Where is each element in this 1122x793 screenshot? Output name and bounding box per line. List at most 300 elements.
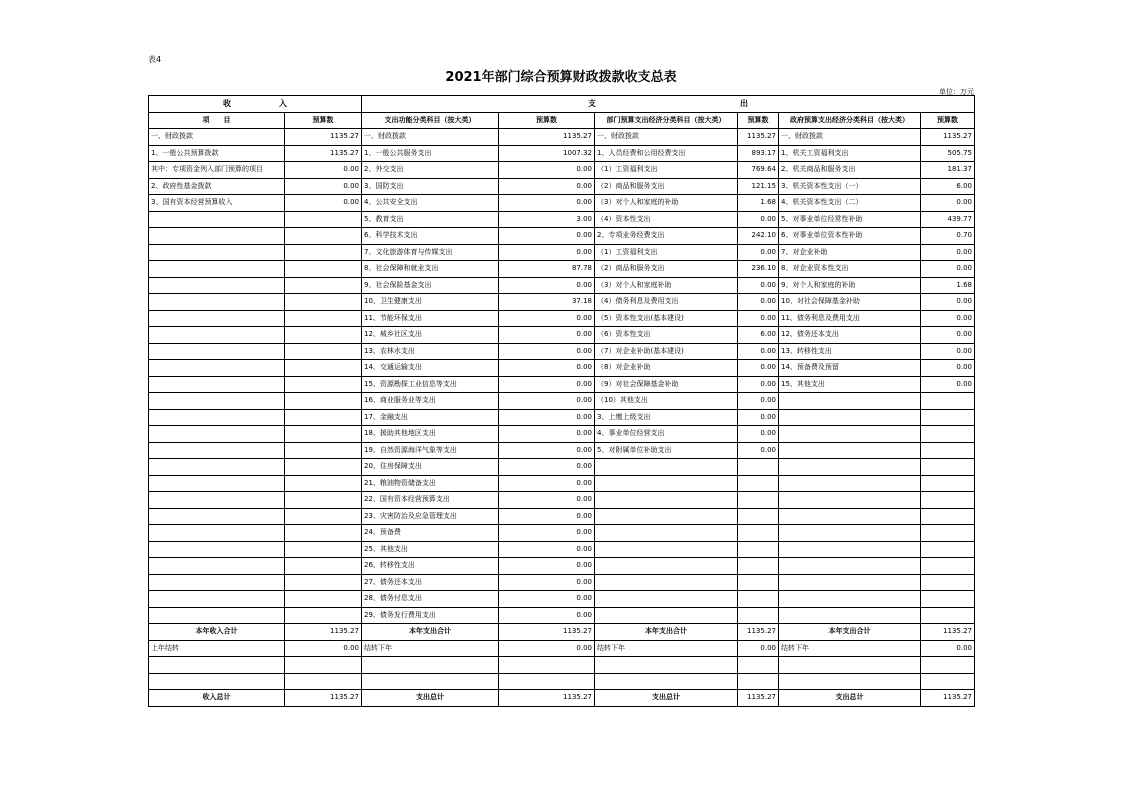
item-cell: 2、专项业务经费支出 xyxy=(595,228,738,245)
item-cell: 13、转移性支出 xyxy=(779,343,921,360)
amount-cell: 0.00 xyxy=(499,228,595,245)
table-row xyxy=(149,409,975,426)
item-cell: 1、机关工资福利支出 xyxy=(779,145,921,162)
item-cell: 一、财政拨款 xyxy=(362,129,499,146)
item-cell xyxy=(149,277,285,294)
amount-cell: 0.00 xyxy=(499,343,595,360)
amount-cell xyxy=(921,525,975,542)
table-row xyxy=(149,195,975,212)
table-row xyxy=(149,178,975,195)
amount-cell xyxy=(285,426,362,443)
amount-cell: 769.64 xyxy=(738,162,779,179)
income-group-header: 收 入 xyxy=(149,96,362,113)
item-cell: 14、预备费及预留 xyxy=(779,360,921,377)
amount-cell: 0.00 xyxy=(499,327,595,344)
item-cell: （8）对企业补助 xyxy=(595,360,738,377)
empty-cell xyxy=(595,657,738,674)
budget-table xyxy=(148,95,975,707)
amount-cell: 0.00 xyxy=(738,376,779,393)
table-row xyxy=(149,327,975,344)
item-cell: 3、国防支出 xyxy=(362,178,499,195)
empty-cell xyxy=(738,657,779,674)
amount-cell xyxy=(738,525,779,542)
amount-cell: 0.00 xyxy=(499,409,595,426)
amount-cell: 87.78 xyxy=(499,261,595,278)
item-cell: （9）对社会保障基金补助 xyxy=(595,376,738,393)
amount-cell: 893.17 xyxy=(738,145,779,162)
amount-cell: 0.00 xyxy=(738,211,779,228)
amount-cell xyxy=(285,607,362,624)
amount-cell: 0.00 xyxy=(499,492,595,509)
table-row xyxy=(149,294,975,311)
amount-cell: 439.77 xyxy=(921,211,975,228)
amount-cell: 0.00 xyxy=(499,459,595,476)
table-row xyxy=(149,541,975,558)
amount-cell xyxy=(921,558,975,575)
table-row xyxy=(149,211,975,228)
carryover-amount-cell: 0.00 xyxy=(499,640,595,657)
table-row xyxy=(149,591,975,608)
amount-cell xyxy=(738,607,779,624)
item-cell xyxy=(595,508,738,525)
empty-cell xyxy=(499,657,595,674)
grand-total-row xyxy=(149,690,975,707)
total-amount-cell: 1135.27 xyxy=(499,624,595,641)
grand-total-label-cell: 支出总计 xyxy=(779,690,921,707)
item-cell: 15、资源勘探工业信息等支出 xyxy=(362,376,499,393)
column-header-item: 支出功能分类科目（按大类） xyxy=(362,112,499,129)
carryover-amount-cell: 0.00 xyxy=(921,640,975,657)
carryover-label-cell: 结转下年 xyxy=(595,640,738,657)
amount-cell xyxy=(285,277,362,294)
item-cell xyxy=(779,492,921,509)
amount-cell xyxy=(285,508,362,525)
amount-cell: 0.00 xyxy=(499,277,595,294)
item-cell xyxy=(149,360,285,377)
item-cell xyxy=(779,591,921,608)
item-cell xyxy=(779,541,921,558)
unit-label: 单位：万元 xyxy=(939,88,974,96)
amount-cell: 0.00 xyxy=(921,261,975,278)
item-cell xyxy=(149,211,285,228)
table-row xyxy=(149,277,975,294)
amount-cell: 6.00 xyxy=(921,178,975,195)
table-row xyxy=(149,343,975,360)
column-header-amount: 预算数 xyxy=(738,112,779,129)
item-cell xyxy=(149,541,285,558)
item-cell: 5、对附属单位补助支出 xyxy=(595,442,738,459)
item-cell: 10、对社会保障基金补助 xyxy=(779,294,921,311)
amount-cell xyxy=(285,211,362,228)
grand-total-label-cell: 支出总计 xyxy=(595,690,738,707)
amount-cell xyxy=(921,409,975,426)
amount-cell: 0.00 xyxy=(285,195,362,212)
item-cell: 15、其他支出 xyxy=(779,376,921,393)
table-row xyxy=(149,129,975,146)
item-cell: 5、对事业单位经常性补助 xyxy=(779,211,921,228)
amount-cell: 0.00 xyxy=(499,574,595,591)
table-row xyxy=(149,508,975,525)
column-header-item: 部门预算支出经济分类科目（按大类） xyxy=(595,112,738,129)
total-amount-cell: 1135.27 xyxy=(285,624,362,641)
grand-total-amount-cell: 1135.27 xyxy=(285,690,362,707)
item-cell: 11、节能环保支出 xyxy=(362,310,499,327)
table-row xyxy=(149,228,975,245)
item-cell: 1、一般公共预算拨款 xyxy=(149,145,285,162)
amount-cell: 0.00 xyxy=(499,475,595,492)
empty-cell xyxy=(779,673,921,690)
item-cell xyxy=(149,426,285,443)
item-cell: 12、城乡社区支出 xyxy=(362,327,499,344)
grand-total-amount-cell: 1135.27 xyxy=(738,690,779,707)
amount-cell xyxy=(285,492,362,509)
amount-cell: 0.00 xyxy=(738,294,779,311)
empty-cell xyxy=(921,657,975,674)
item-cell xyxy=(149,558,285,575)
item-cell: 24、预备费 xyxy=(362,525,499,542)
amount-cell: 0.00 xyxy=(499,591,595,608)
item-cell: （6）资本性支出 xyxy=(595,327,738,344)
item-cell: 16、商业服务业等支出 xyxy=(362,393,499,410)
amount-cell xyxy=(921,442,975,459)
item-cell xyxy=(779,508,921,525)
item-cell: 13、农林水支出 xyxy=(362,343,499,360)
amount-cell xyxy=(921,459,975,476)
amount-cell: 0.00 xyxy=(921,294,975,311)
item-cell: （7）对企业补助(基本建设) xyxy=(595,343,738,360)
amount-cell xyxy=(285,360,362,377)
item-cell: 其中：专项资金列入部门预算的项目 xyxy=(149,162,285,179)
amount-cell: 0.00 xyxy=(499,178,595,195)
amount-cell: 0.00 xyxy=(921,195,975,212)
amount-cell: 0.00 xyxy=(921,376,975,393)
table-row xyxy=(149,145,975,162)
table-row xyxy=(149,459,975,476)
item-cell: 2、外交支出 xyxy=(362,162,499,179)
item-cell: 一、财政拨款 xyxy=(149,129,285,146)
empty-cell xyxy=(149,657,285,674)
grand-total-amount-cell: 1135.27 xyxy=(499,690,595,707)
table-row xyxy=(149,360,975,377)
amount-cell: 0.00 xyxy=(499,393,595,410)
item-cell xyxy=(149,393,285,410)
amount-cell: 1.68 xyxy=(921,277,975,294)
amount-cell: 0.00 xyxy=(921,360,975,377)
amount-cell: 0.00 xyxy=(738,426,779,443)
amount-cell: 0.00 xyxy=(921,244,975,261)
item-cell: （3）对个人和家庭补助 xyxy=(595,277,738,294)
amount-cell xyxy=(285,310,362,327)
carryover-label-cell: 结转下年 xyxy=(362,640,499,657)
amount-cell: 6.00 xyxy=(738,327,779,344)
total-amount-cell: 1135.27 xyxy=(921,624,975,641)
item-cell: 7、对企业补助 xyxy=(779,244,921,261)
amount-cell: 1135.27 xyxy=(499,129,595,146)
amount-cell xyxy=(285,327,362,344)
item-cell: 20、住房保障支出 xyxy=(362,459,499,476)
item-cell: 21、粮油物资储备支出 xyxy=(362,475,499,492)
table-row xyxy=(149,558,975,575)
empty-cell xyxy=(285,673,362,690)
item-cell: 2、政府性基金拨款 xyxy=(149,178,285,195)
amount-cell xyxy=(738,475,779,492)
item-cell xyxy=(595,574,738,591)
item-cell xyxy=(149,508,285,525)
item-cell xyxy=(595,541,738,558)
amount-cell: 0.00 xyxy=(499,607,595,624)
amount-cell: 37.18 xyxy=(499,294,595,311)
amount-cell xyxy=(285,409,362,426)
item-cell: 一、财政拨款 xyxy=(595,129,738,146)
item-cell: 4、公共安全支出 xyxy=(362,195,499,212)
item-cell xyxy=(779,459,921,476)
item-cell: （10）其他支出 xyxy=(595,393,738,410)
total-label-cell: 本年支出合计 xyxy=(362,624,499,641)
item-cell xyxy=(149,442,285,459)
table-row xyxy=(149,492,975,509)
amount-cell: 0.00 xyxy=(738,393,779,410)
amount-cell xyxy=(285,294,362,311)
amount-cell: 1135.27 xyxy=(921,129,975,146)
item-cell: 4、机关资本性支出（二） xyxy=(779,195,921,212)
empty-cell xyxy=(779,657,921,674)
amount-cell xyxy=(285,541,362,558)
amount-cell: 0.00 xyxy=(921,343,975,360)
item-cell xyxy=(149,244,285,261)
item-cell: （4）资本性支出 xyxy=(595,211,738,228)
item-cell: 2、机关商品和服务支出 xyxy=(779,162,921,179)
item-cell xyxy=(149,294,285,311)
amount-cell: 121.15 xyxy=(738,178,779,195)
group-header-row xyxy=(149,96,975,113)
item-cell: 11、债务利息及费用支出 xyxy=(779,310,921,327)
item-cell: 8、对企业资本性支出 xyxy=(779,261,921,278)
table-row xyxy=(149,162,975,179)
empty-cell xyxy=(362,657,499,674)
total-label-cell: 本年收入合计 xyxy=(149,624,285,641)
amount-cell xyxy=(285,244,362,261)
amount-cell xyxy=(285,591,362,608)
item-cell: 27、债务还本支出 xyxy=(362,574,499,591)
table-row xyxy=(149,376,975,393)
item-cell xyxy=(149,343,285,360)
empty-cell xyxy=(362,673,499,690)
column-header-item: 项 目 xyxy=(149,112,285,129)
amount-cell xyxy=(285,393,362,410)
carryover-amount-cell: 0.00 xyxy=(285,640,362,657)
item-cell xyxy=(149,492,285,509)
item-cell: 12、债务还本支出 xyxy=(779,327,921,344)
item-cell: 9、社会保险基金支出 xyxy=(362,277,499,294)
column-header-row xyxy=(149,112,975,129)
amount-cell xyxy=(738,574,779,591)
amount-cell: 0.00 xyxy=(921,310,975,327)
item-cell xyxy=(149,310,285,327)
amount-cell: 0.00 xyxy=(921,327,975,344)
item-cell: 26、转移性支出 xyxy=(362,558,499,575)
expense-group-header: 支 出 xyxy=(362,96,975,113)
amount-cell: 3.00 xyxy=(499,211,595,228)
item-cell: （5）资本性支出(基本建设) xyxy=(595,310,738,327)
amount-cell: 505.75 xyxy=(921,145,975,162)
amount-cell xyxy=(738,508,779,525)
amount-cell: 0.00 xyxy=(499,525,595,542)
amount-cell xyxy=(285,525,362,542)
item-cell xyxy=(595,591,738,608)
item-cell: 28、债务付息支出 xyxy=(362,591,499,608)
amount-cell: 0.00 xyxy=(285,178,362,195)
item-cell xyxy=(779,558,921,575)
item-cell: 29、债务发行费用支出 xyxy=(362,607,499,624)
amount-cell: 0.00 xyxy=(499,310,595,327)
item-cell: 23、灾害防治及应急管理支出 xyxy=(362,508,499,525)
grand-total-label-cell: 收入总计 xyxy=(149,690,285,707)
amount-cell: 181.37 xyxy=(921,162,975,179)
amount-cell xyxy=(921,541,975,558)
item-cell: 1、人员经费和公用经费支出 xyxy=(595,145,738,162)
item-cell xyxy=(149,607,285,624)
amount-cell: 0.00 xyxy=(738,409,779,426)
item-cell xyxy=(595,475,738,492)
amount-cell: 0.00 xyxy=(738,360,779,377)
table-row xyxy=(149,310,975,327)
table-row xyxy=(149,475,975,492)
item-cell xyxy=(149,591,285,608)
amount-cell xyxy=(738,492,779,509)
item-cell: 9、对个人和家庭的补助 xyxy=(779,277,921,294)
amount-cell: 0.00 xyxy=(738,310,779,327)
item-cell xyxy=(595,607,738,624)
item-cell xyxy=(149,409,285,426)
amount-cell: 1135.27 xyxy=(738,129,779,146)
item-cell: 17、金融支出 xyxy=(362,409,499,426)
carryover-label-cell: 结转下年 xyxy=(779,640,921,657)
item-cell: （1）工资福利支出 xyxy=(595,162,738,179)
item-cell xyxy=(149,261,285,278)
amount-cell: 0.00 xyxy=(499,442,595,459)
column-header-amount: 预算数 xyxy=(499,112,595,129)
empty-cell xyxy=(738,673,779,690)
amount-cell: 0.00 xyxy=(499,508,595,525)
total-label-cell: 本年支出合计 xyxy=(595,624,738,641)
item-cell xyxy=(779,426,921,443)
amount-cell xyxy=(285,558,362,575)
carryover-label-cell: 上年结转 xyxy=(149,640,285,657)
amount-cell: 0.00 xyxy=(499,162,595,179)
table-body xyxy=(149,96,975,707)
item-cell: 10、卫生健康支出 xyxy=(362,294,499,311)
item-cell xyxy=(149,525,285,542)
column-header-amount: 预算数 xyxy=(285,112,362,129)
item-cell: 7、文化旅游体育与传媒支出 xyxy=(362,244,499,261)
amount-cell: 0.00 xyxy=(738,343,779,360)
item-cell xyxy=(149,228,285,245)
amount-cell: 1135.27 xyxy=(285,145,362,162)
amount-cell: 0.00 xyxy=(499,558,595,575)
item-cell: 8、社会保障和就业支出 xyxy=(362,261,499,278)
blank-row xyxy=(149,657,975,674)
amount-cell xyxy=(285,442,362,459)
item-cell: （3）对个人和家庭的补助 xyxy=(595,195,738,212)
item-cell: （2）商品和服务支出 xyxy=(595,178,738,195)
empty-cell xyxy=(285,657,362,674)
carryover-amount-cell: 0.00 xyxy=(738,640,779,657)
amount-cell: 0.00 xyxy=(499,195,595,212)
table-row xyxy=(149,244,975,261)
amount-cell: 0.70 xyxy=(921,228,975,245)
item-cell xyxy=(595,459,738,476)
item-cell: 5、教育支出 xyxy=(362,211,499,228)
item-cell: 一、财政拨款 xyxy=(779,129,921,146)
item-cell xyxy=(779,574,921,591)
amount-cell xyxy=(285,574,362,591)
grand-total-label-cell: 支出总计 xyxy=(362,690,499,707)
amount-cell: 242.10 xyxy=(738,228,779,245)
amount-cell: 0.00 xyxy=(499,541,595,558)
amount-cell xyxy=(285,261,362,278)
amount-cell: 236.10 xyxy=(738,261,779,278)
amount-cell xyxy=(738,591,779,608)
item-cell: （1）工资福利支出 xyxy=(595,244,738,261)
blank-row xyxy=(149,673,975,690)
item-cell xyxy=(149,475,285,492)
item-cell xyxy=(149,327,285,344)
amount-cell: 0.00 xyxy=(499,426,595,443)
total-label-cell: 本年支出合计 xyxy=(779,624,921,641)
column-header-amount: 预算数 xyxy=(921,112,975,129)
empty-cell xyxy=(921,673,975,690)
item-cell: 3、上缴上级支出 xyxy=(595,409,738,426)
amount-cell: 0.00 xyxy=(738,277,779,294)
item-cell xyxy=(779,393,921,410)
item-cell: 1、一般公共服务支出 xyxy=(362,145,499,162)
amount-cell xyxy=(921,508,975,525)
amount-cell xyxy=(921,475,975,492)
amount-cell xyxy=(285,343,362,360)
amount-cell: 0.00 xyxy=(738,244,779,261)
table-row xyxy=(149,525,975,542)
item-cell: 6、科学技术支出 xyxy=(362,228,499,245)
amount-cell: 1007.32 xyxy=(499,145,595,162)
item-cell: 3、机关资本性支出（一） xyxy=(779,178,921,195)
page-title: 2021年部门综合预算财政拨款收支总表 xyxy=(445,70,677,85)
column-header-item: 政府预算支出经济分类科目（按大类） xyxy=(779,112,921,129)
amount-cell: 0.00 xyxy=(285,162,362,179)
item-cell: 25、其他支出 xyxy=(362,541,499,558)
amount-cell xyxy=(921,607,975,624)
amount-cell: 0.00 xyxy=(499,376,595,393)
amount-cell: 0.00 xyxy=(738,442,779,459)
item-cell xyxy=(779,442,921,459)
item-cell: 19、自然资源海洋气象等支出 xyxy=(362,442,499,459)
amount-cell xyxy=(738,558,779,575)
table-row xyxy=(149,426,975,443)
amount-cell xyxy=(285,459,362,476)
amount-cell: 0.00 xyxy=(499,360,595,377)
item-cell xyxy=(149,459,285,476)
grand-total-amount-cell: 1135.27 xyxy=(921,690,975,707)
item-cell: 22、国有资本经营预算支出 xyxy=(362,492,499,509)
table-row xyxy=(149,442,975,459)
amount-cell: 0.00 xyxy=(499,244,595,261)
amount-cell xyxy=(921,393,975,410)
item-cell xyxy=(149,574,285,591)
amount-cell xyxy=(738,459,779,476)
item-cell: 14、交通运输支出 xyxy=(362,360,499,377)
item-cell: 6、对事业单位资本性补助 xyxy=(779,228,921,245)
carryover-row xyxy=(149,640,975,657)
amount-cell xyxy=(921,492,975,509)
